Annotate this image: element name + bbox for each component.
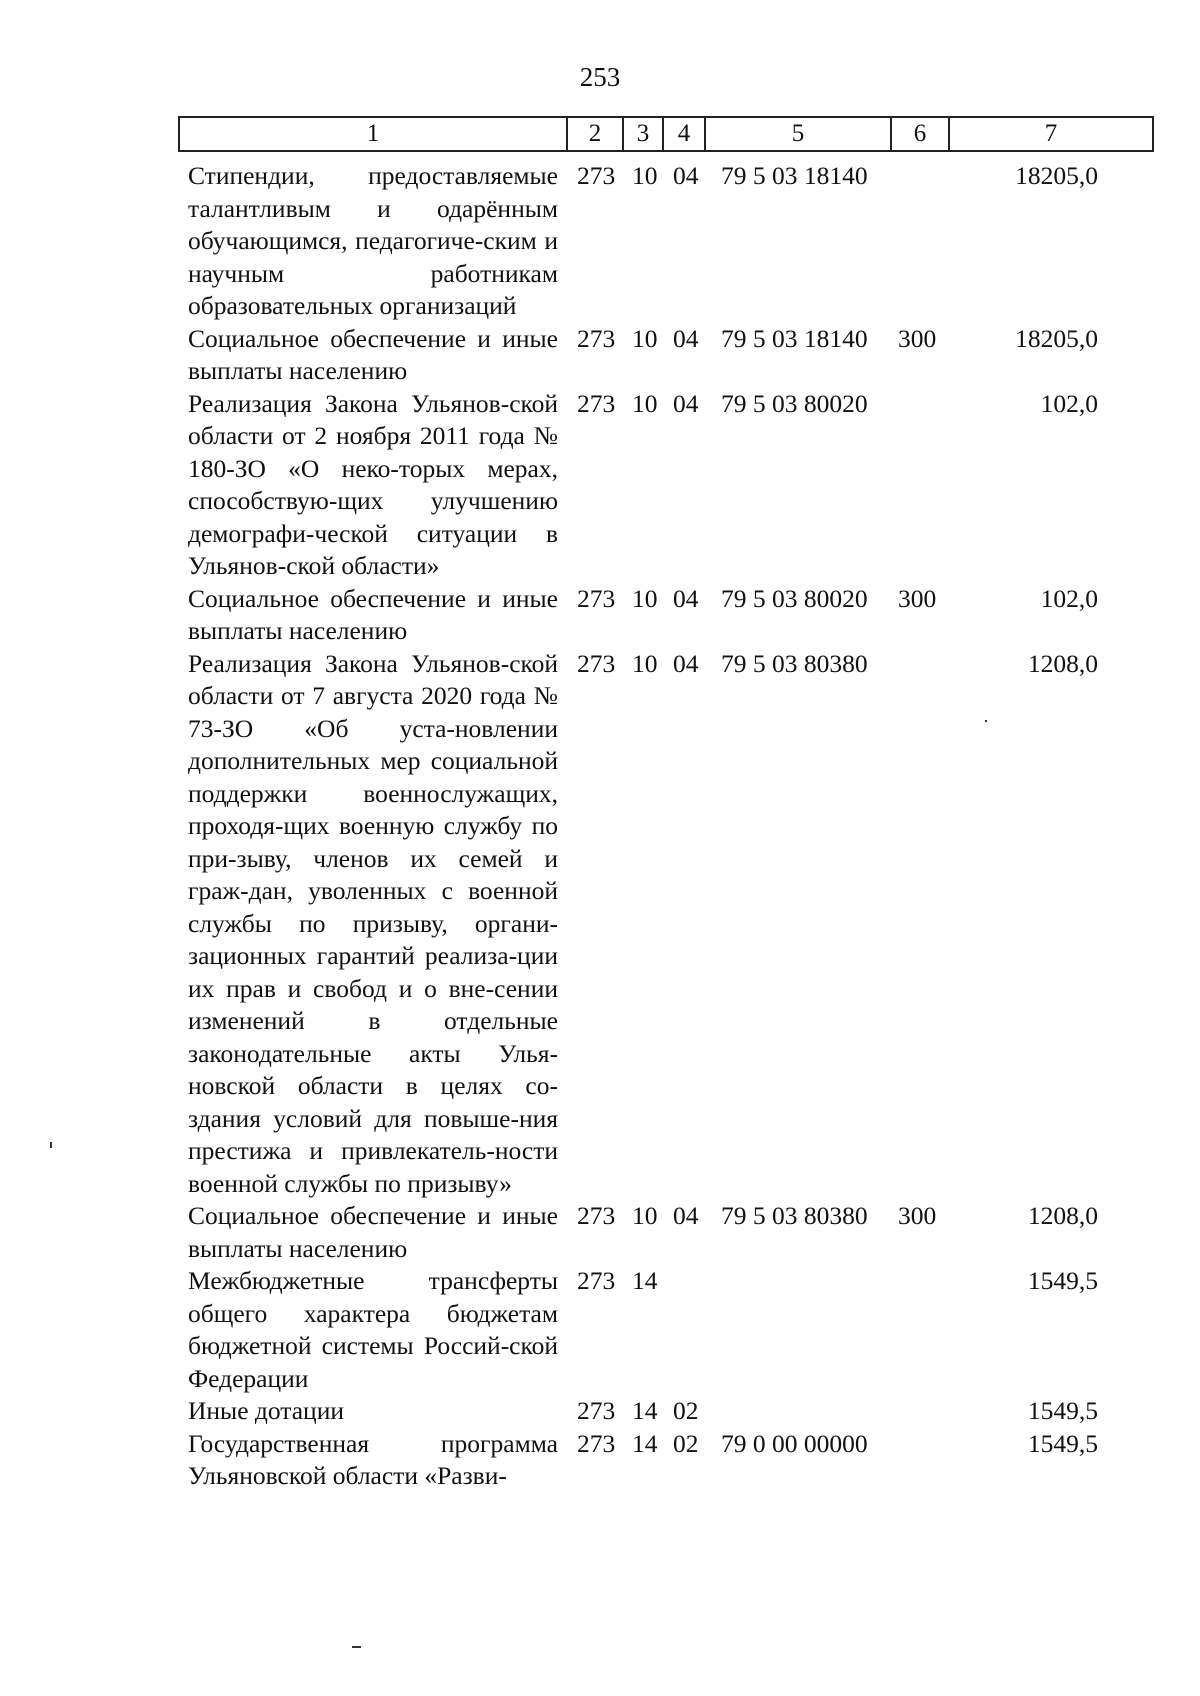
- amount: 18205,0: [1015, 161, 1098, 190]
- row-description: Межбюджетные трансферты общего характера бюджетам бюджетной системы Россий-ской Федерации: [188, 1266, 558, 1393]
- column-header-row: [179, 117, 1153, 151]
- code-section: 14: [632, 1266, 658, 1295]
- code-target: 79 5 03 18140: [721, 323, 868, 353]
- table-row: [0, 1200, 1200, 1265]
- amount: 1208,0: [1027, 1201, 1098, 1230]
- amount: 1549,5: [1027, 1428, 1098, 1458]
- amount: 102,0: [1040, 583, 1098, 613]
- code-target: 79 5 03 80020: [721, 388, 868, 418]
- code-admin: 273: [577, 1266, 616, 1295]
- code-section: 10: [632, 323, 658, 353]
- code-admin: 273: [577, 1201, 616, 1230]
- column-header-3: 3: [623, 117, 663, 151]
- code-subsection: 04: [673, 388, 699, 418]
- row-description: Реализация Закона Ульянов-ской области от 7 августа 2020 года № 73-ЗО «Об уста-новлении дополнительных мер социальной поддержки военнослужащих, проходя-щих военную службу по при-зыву, членов их семей и граж-дан, уволенных с военной службы по призыву, органи-зационных гарантий реализа-ции их прав и свобод и о вне-сении изменений в отдельные законодательные акты Улья-новской области в целях со-здания условий для повыше-ния престижа и привлекатель-ности военной службы по призыву»: [188, 648, 558, 1198]
- table-row: [0, 583, 1200, 648]
- amount: 1549,5: [1027, 1396, 1098, 1425]
- code-section: 10: [632, 388, 658, 418]
- column-header-2: 2: [567, 117, 623, 151]
- code-section: 10: [632, 1201, 658, 1230]
- table-row: [0, 648, 1200, 1201]
- code-subsection: 04: [673, 583, 699, 613]
- row-description: Иные дотации: [188, 1396, 344, 1425]
- code-admin: 273: [577, 388, 616, 418]
- code-subsection: 04: [673, 648, 699, 678]
- amount: 18205,0: [1015, 323, 1098, 353]
- code-subsection: 04: [673, 323, 699, 353]
- code-admin: 273: [577, 161, 616, 190]
- code-admin: 273: [577, 323, 616, 353]
- code-subsection: 02: [673, 1396, 699, 1425]
- column-header-7: 7: [949, 117, 1153, 151]
- column-header-table: [178, 116, 1154, 152]
- code-section: 10: [632, 583, 658, 613]
- table-row: [0, 160, 1200, 323]
- code-admin: 273: [577, 583, 616, 613]
- code-expense-type: 300: [898, 323, 937, 353]
- code-admin: 273: [577, 648, 616, 678]
- table-row: [0, 1265, 1200, 1395]
- row-description: Стипендии, предоставляемые талантливым и одарённым обучающимся, педагогиче-ским и научным работникам образовательных организаций: [188, 161, 558, 320]
- table-row: [0, 323, 1200, 388]
- column-header-5: 5: [705, 117, 891, 151]
- code-section: 14: [632, 1396, 658, 1425]
- table-row: [0, 388, 1200, 583]
- code-target: 79 5 03 18140: [721, 161, 868, 190]
- code-admin: 273: [577, 1428, 616, 1458]
- code-section: 10: [632, 648, 658, 678]
- table-row: [0, 1428, 1200, 1493]
- table-row: [0, 1395, 1200, 1428]
- page-number: 253: [579, 62, 621, 92]
- column-header-1: 1: [179, 117, 567, 151]
- code-subsection: 04: [673, 161, 699, 190]
- code-expense-type: 300: [898, 1201, 937, 1230]
- code-section: 14: [632, 1428, 658, 1458]
- row-description: Социальное обеспечение и иные выплаты населению: [188, 1201, 558, 1263]
- amount: 102,0: [1040, 388, 1098, 418]
- scan-speck: [352, 1646, 361, 1648]
- code-expense-type: 300: [898, 583, 937, 613]
- row-description: Социальное обеспечение и иные выплаты населению: [188, 323, 558, 385]
- row-description: Реализация Закона Ульянов-ской области от 2 ноября 2011 года № 180-ЗО «О неко-торых мерах, способствую-щих улучшению демографи-ческой ситуации в Ульянов-ской области»: [188, 388, 558, 580]
- amount: 1549,5: [1027, 1266, 1098, 1295]
- code-target: 79 5 03 80380: [721, 648, 868, 678]
- code-target: 79 0 00 00000: [721, 1428, 868, 1458]
- scan-speck: [50, 1142, 52, 1148]
- code-subsection: 02: [673, 1428, 699, 1458]
- row-description: Государственная программа Ульяновской области «Разви-: [188, 1428, 558, 1490]
- column-header-6: 6: [891, 117, 949, 151]
- code-subsection: 04: [673, 1201, 699, 1230]
- table-body: [0, 160, 1200, 1493]
- row-description: Социальное обеспечение и иные выплаты населению: [188, 583, 558, 645]
- code-target: 79 5 03 80380: [721, 1201, 868, 1230]
- amount: 1208,0: [1027, 648, 1098, 678]
- code-target: 79 5 03 80020: [721, 583, 868, 613]
- column-header-4: 4: [663, 117, 705, 151]
- code-admin: 273: [577, 1396, 616, 1425]
- code-section: 10: [632, 161, 658, 190]
- scan-speck: [985, 720, 987, 722]
